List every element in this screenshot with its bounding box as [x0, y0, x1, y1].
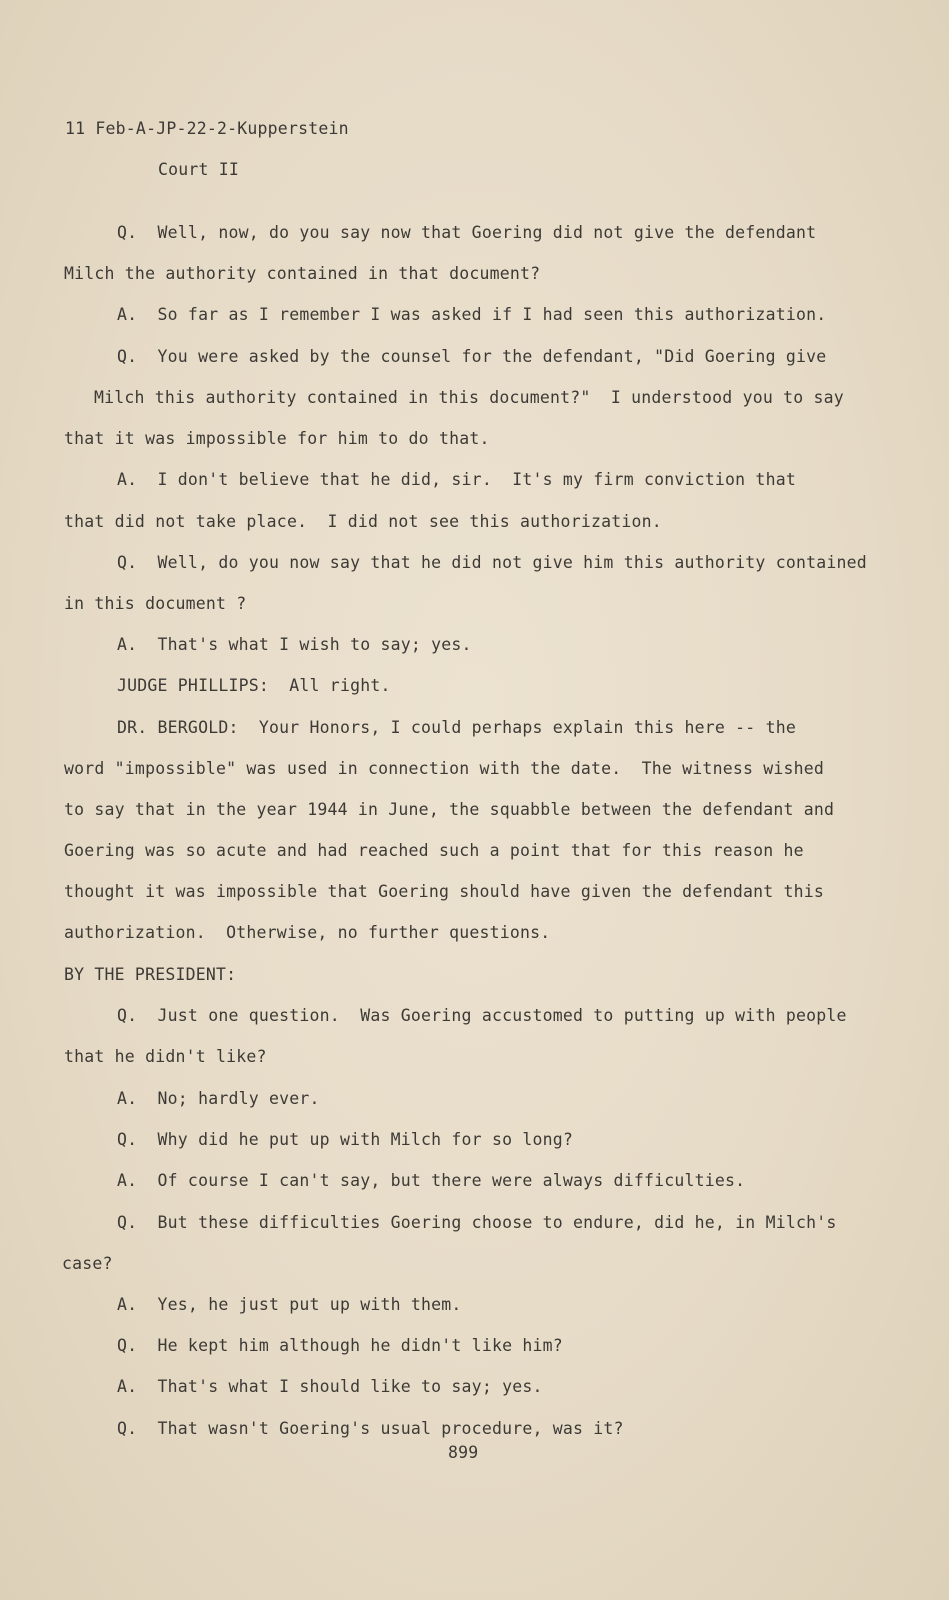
line-question: Q. But these difficulties Goering choose to endure, did he, in Milch's: [117, 1213, 837, 1232]
line-continuation: Milch the authority contained in that document?: [64, 264, 541, 283]
line-question: Q. Well, now, do you say now that Goering did not give the defendant: [117, 223, 817, 242]
line-answer: A. That's what I should like to say; yes.: [117, 1377, 543, 1396]
line-continuation: authorization. Otherwise, no further questions.: [64, 923, 551, 942]
line-continuation: case?: [62, 1254, 113, 1273]
line-answer: A. No; hardly ever.: [117, 1089, 320, 1108]
line-question: Q. He kept him although he didn't like him?: [117, 1336, 563, 1355]
line-continuation: in this document ?: [64, 594, 247, 613]
line-continuation: word "impossible" was used in connection with the date. The witness wished: [64, 759, 825, 778]
line-question: Q. That wasn't Goering's usual procedure, was it?: [117, 1419, 624, 1438]
line-speaker-judge: JUDGE PHILLIPS: All right.: [117, 676, 391, 695]
line-question: Q. Well, do you now say that he did not give him this authority contained: [117, 553, 867, 572]
line-speaker-counsel: DR. BERGOLD: Your Honors, I could perhaps explain this here -- the: [117, 718, 796, 737]
line-question: Q. You were asked by the counsel for the defendant, "Did Goering give: [117, 347, 827, 366]
court-label: Court II: [158, 160, 240, 179]
line-continuation: thought it was impossible that Goering should have given the defendant this: [64, 882, 825, 901]
line-question: Q. Just one question. Was Goering accustomed to putting up with people: [117, 1006, 847, 1025]
line-continuation: that it was impossible for him to do that.: [64, 429, 490, 448]
line-continuation: to say that in the year 1944 in June, the squabble between the defendant and: [64, 800, 835, 819]
line-answer: A. That's what I wish to say; yes.: [117, 635, 472, 654]
line-answer: A. Of course I can't say, but there were always difficulties.: [117, 1171, 746, 1190]
line-continuation: that he didn't like?: [64, 1047, 267, 1066]
line-question: Q. Why did he put up with Milch for so long?: [117, 1130, 574, 1149]
section-heading: BY THE PRESIDENT:: [64, 965, 237, 984]
line-continuation: Goering was so acute and had reached such a point that for this reason he: [64, 841, 804, 860]
line-answer: A. Yes, he just put up with them.: [117, 1295, 462, 1314]
page-number: 899: [448, 1443, 479, 1462]
line-continuation: Milch this authority contained in this document?" I understood you to say: [94, 388, 844, 407]
line-answer: A. I don't believe that he did, sir. It's my firm conviction that: [117, 470, 796, 489]
line-answer: A. So far as I remember I was asked if I had seen this authorization.: [117, 305, 827, 324]
line-continuation: that did not take place. I did not see this authorization.: [64, 512, 662, 531]
header-reference: 11 Feb-A-JP-22-2-Kupperstein: [65, 119, 349, 138]
